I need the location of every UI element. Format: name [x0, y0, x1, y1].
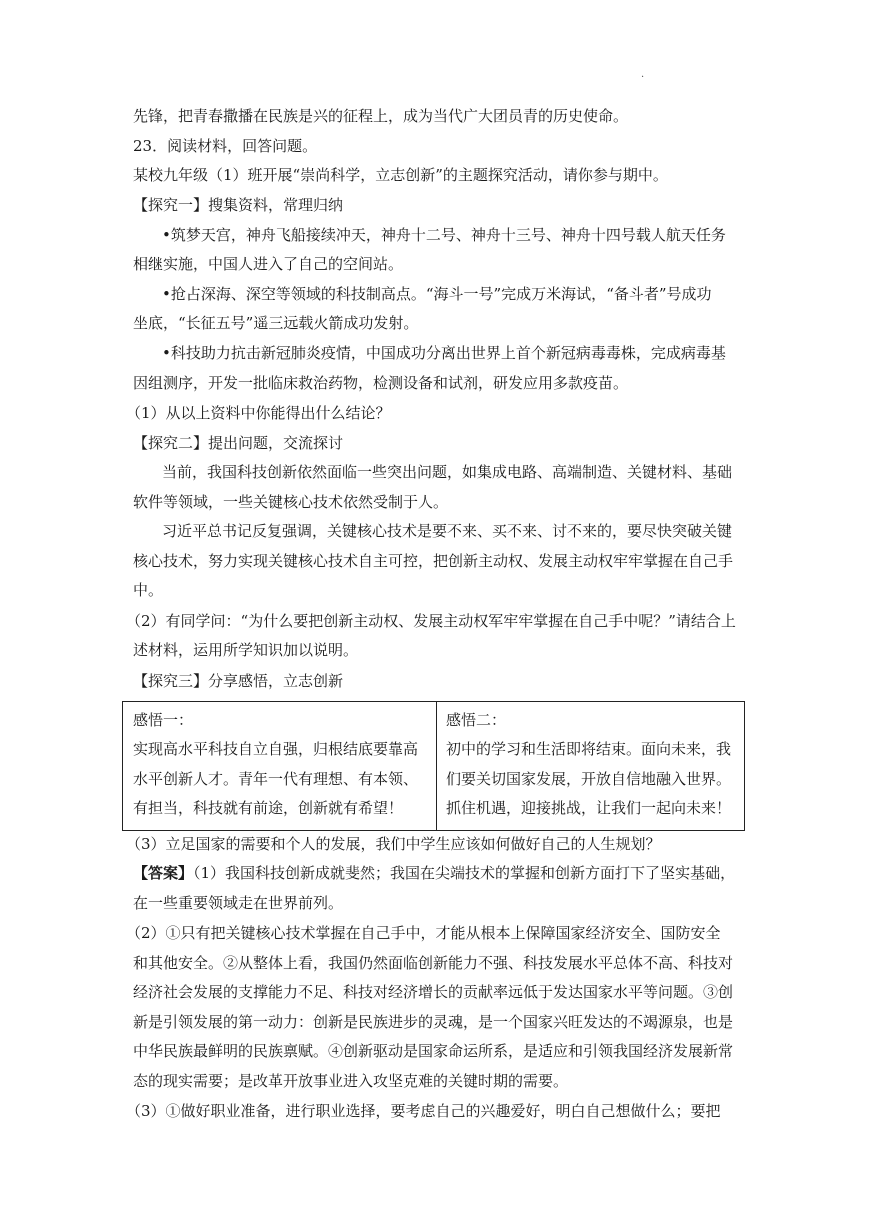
- answer-text: （1）我国科技创新成就斐然；我国在尖端技术的掌握和创新方面打下了坚实基础，: [193, 864, 736, 882]
- table-cell-left-line: 有担当，科技就有前途，创新就有希望！: [133, 799, 404, 817]
- page-marker: ·: [641, 72, 645, 83]
- answer-label: 【答案】: [133, 864, 194, 882]
- table-divider: [436, 702, 437, 830]
- table-cell-left-line: 水平创新人才。青年一代有理想、有本领、: [133, 770, 419, 788]
- text-line: 相继实施，中国人进入了自己的空间站。: [133, 255, 404, 273]
- sub-question: （3）立足国家的需要和个人的发展，我们中学生应该如何做好自己的人生规划？: [126, 835, 661, 853]
- table-cell-left-line: 实现高水平科技自立自强，归根结底要靠高: [133, 740, 419, 758]
- text-line: 和其他安全。②从整体上看，我国仍然面临创新能力不强、科技发展水平总体不高、科技对: [133, 954, 734, 972]
- bullet-line: •筑梦天宫，神舟飞船接续冲天，神舟十二号、神舟十三号、神舟十四号载人航天任务: [162, 226, 726, 244]
- text-line: 核心技术，努力实现关键核心技术自主可控，把创新主动权、发展主动权牢牢掌握在自己手: [133, 552, 734, 570]
- table-cell-right-title: 感悟二：: [446, 711, 507, 729]
- question-heading: 23．阅读材料，回答问题。: [133, 137, 318, 155]
- text-line: 中。: [133, 581, 164, 599]
- table-cell-right-line: 初中的学习和生活即将结束。面向未来，我: [446, 740, 732, 758]
- text-line: 中华民族最鲜明的民族禀赋。④创新驱动是国家命运所系，是适应和引领我国经济发展新常: [133, 1042, 734, 1060]
- sub-question: （2）有同学问：“为什么要把创新主动权、发展主动权军牢牢掌握在自己手中呢？”请结合上: [126, 612, 736, 630]
- text-line: 述材料，运用所学知识加以说明。: [133, 641, 359, 659]
- text-line: 先锋，把青春撒播在民族是兴的征程上，成为当代广大团员青的历史使命。: [133, 107, 629, 125]
- section-heading: 【探究三】分享感悟，立志创新: [133, 672, 344, 690]
- sub-question: （1）从以上资料中你能得出什么结论？: [126, 404, 391, 422]
- text-line: 坐底，“长征五号”遥三远载火箭成功发射。: [133, 314, 419, 332]
- text-line: 在一些重要领域走在世界前列。: [133, 894, 344, 912]
- answer-line: （2）①只有把关键核心技术掌握在自己手中，才能从根本上保障国家经济安全、国防安全: [126, 924, 721, 942]
- text-line: 软件等领域，一些关键核心技术依然受制于人。: [133, 493, 449, 511]
- table-cell-right-line: 抓住机遇，迎接挑战，让我们一起向未来！: [446, 799, 732, 817]
- section-heading: 【探究二】提出问题，交流探讨: [133, 434, 344, 452]
- bullet-line: •抢占深海、深空等领域的科技制高点。“海斗一号”完成万米海试，“备斗者”号成功: [162, 285, 712, 303]
- text-line: 新是引领发展的第一动力：创新是民族进步的灵魂，是一个国家兴旺发达的不竭源泉，也是: [133, 1013, 734, 1031]
- text-line: 习近平总书记反复强调，关键核心技术是要不来、买不来、讨不来的，要尽快突破关键: [162, 522, 733, 540]
- table-cell-left-title: 感悟一：: [133, 711, 194, 729]
- text-line: 态的现实需要；是改革开放事业进入攻坚克难的关键时期的需要。: [133, 1072, 569, 1090]
- text-line: 某校九年级（1）班开展“崇尚科学，立志创新”的主题探究活动，请你参与期中。: [133, 166, 668, 184]
- reflection-table: [122, 701, 745, 831]
- answer-line: （3）①做好职业准备，进行职业选择，要考虑自己的兴趣爱好，明白自己想做什么；要把: [126, 1102, 721, 1120]
- table-cell-right-line: 们要关切国家发展，开放自信地融入世界。: [446, 770, 732, 788]
- answer-line: [133, 863, 745, 883]
- section-heading: 【探究一】搜集资料，常理归纳: [133, 196, 344, 214]
- text-line: 因组测序，开发一批临床救治药物，检测设备和试剂，研发应用多款疫苗。: [133, 374, 629, 392]
- text-line: 经济社会发展的支撑能力不足、科技对经济增长的贡献率远低于发达国家水平等问题。③创: [133, 983, 734, 1001]
- bullet-line: •科技助力抗击新冠肺炎疫情，中国成功分离出世界上首个新冠病毒毒株，完成病毒基: [162, 344, 726, 362]
- text-line: 当前，我国科技创新依然面临一些突出问题，如集成电路、高端制造、关键材料、基础: [162, 463, 733, 481]
